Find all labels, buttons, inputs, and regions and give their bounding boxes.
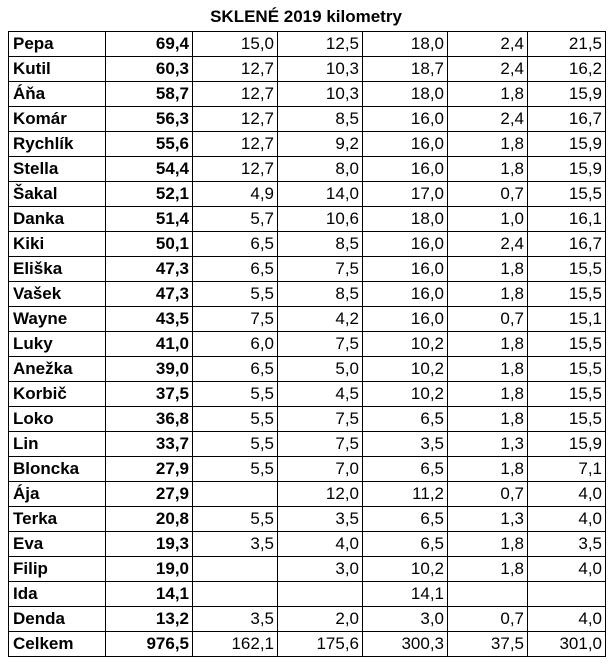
value-cell[interactable]: 10,2 — [363, 382, 448, 407]
value-cell[interactable]: 12,7 — [193, 57, 278, 82]
total-cell[interactable]: 19,3 — [106, 532, 193, 557]
value-cell[interactable]: 16,7 — [528, 232, 606, 257]
table-row — [9, 507, 606, 532]
table-body — [9, 32, 606, 657]
value-cell[interactable]: 1,8 — [448, 407, 528, 432]
value-cell[interactable]: 7,5 — [193, 307, 278, 332]
value-cell[interactable]: 21,5 — [528, 32, 606, 57]
name-cell[interactable]: Ája — [9, 482, 106, 507]
value-cell[interactable]: 5,5 — [193, 282, 278, 307]
value-cell[interactable]: 18,0 — [363, 207, 448, 232]
value-cell[interactable]: 6,5 — [363, 532, 448, 557]
value-cell[interactable]: 2,4 — [448, 107, 528, 132]
name-cell[interactable]: Wayne — [9, 307, 106, 332]
value-cell[interactable]: 10,2 — [363, 557, 448, 582]
value-cell[interactable]: 7,5 — [278, 432, 363, 457]
value-cell[interactable]: 4,2 — [278, 307, 363, 332]
table-row — [9, 357, 606, 382]
total-cell[interactable]: 55,6 — [106, 132, 193, 157]
value-cell[interactable]: 15,9 — [528, 432, 606, 457]
value-cell[interactable]: 12,7 — [193, 107, 278, 132]
name-cell[interactable]: Celkem — [9, 632, 106, 657]
value-cell[interactable]: 1,8 — [448, 557, 528, 582]
total-cell[interactable]: 13,2 — [106, 607, 193, 632]
value-cell[interactable]: 15,1 — [528, 307, 606, 332]
value-cell[interactable]: 12,7 — [193, 82, 278, 107]
value-cell[interactable]: 4,0 — [528, 482, 606, 507]
value-cell[interactable]: 10,3 — [278, 82, 363, 107]
table-row — [9, 407, 606, 432]
table-row — [9, 232, 606, 257]
total-cell[interactable]: 19,0 — [106, 557, 193, 582]
value-cell[interactable]: 5,0 — [278, 357, 363, 382]
value-cell[interactable]: 10,3 — [278, 57, 363, 82]
table-row — [9, 207, 606, 232]
total-cell[interactable]: 36,8 — [106, 407, 193, 432]
table-row — [9, 582, 606, 607]
value-cell[interactable]: 0,7 — [448, 482, 528, 507]
total-cell[interactable]: 60,3 — [106, 57, 193, 82]
name-cell[interactable]: Kiki — [9, 232, 106, 257]
value-cell[interactable]: 14,1 — [363, 582, 448, 607]
value-cell[interactable]: 6,5 — [193, 257, 278, 282]
total-cell[interactable]: 58,7 — [106, 82, 193, 107]
table-row — [9, 457, 606, 482]
total-cell[interactable]: 50,1 — [106, 232, 193, 257]
total-cell[interactable]: 56,3 — [106, 107, 193, 132]
value-cell[interactable]: 3,5 — [193, 607, 278, 632]
value-cell[interactable]: 162,1 — [193, 632, 278, 657]
value-cell[interactable]: 1,8 — [448, 357, 528, 382]
value-cell[interactable]: 1,8 — [448, 82, 528, 107]
value-cell[interactable]: 1,8 — [448, 132, 528, 157]
table-row — [9, 57, 606, 82]
name-cell[interactable]: Vašek — [9, 282, 106, 307]
value-cell[interactable]: 1,8 — [448, 257, 528, 282]
table-row — [9, 282, 606, 307]
value-cell[interactable]: 15,9 — [528, 132, 606, 157]
value-cell[interactable]: 15,5 — [528, 332, 606, 357]
value-cell[interactable]: 18,7 — [363, 57, 448, 82]
total-cell[interactable]: 27,9 — [106, 457, 193, 482]
value-cell[interactable]: 14,0 — [278, 182, 363, 207]
table-row — [9, 107, 606, 132]
value-cell[interactable]: 15,5 — [528, 182, 606, 207]
total-cell[interactable]: 27,9 — [106, 482, 193, 507]
value-cell[interactable]: 17,0 — [363, 182, 448, 207]
value-cell[interactable]: 2,4 — [448, 32, 528, 57]
value-cell[interactable] — [193, 557, 278, 582]
value-cell[interactable]: 1,8 — [448, 457, 528, 482]
value-cell[interactable]: 15,9 — [528, 157, 606, 182]
value-cell[interactable]: 4,0 — [528, 557, 606, 582]
name-cell[interactable]: Anežka — [9, 357, 106, 382]
name-cell[interactable]: Rychlík — [9, 132, 106, 157]
value-cell[interactable] — [528, 582, 606, 607]
total-cell[interactable]: 47,3 — [106, 257, 193, 282]
value-cell[interactable]: 1,8 — [448, 332, 528, 357]
value-cell[interactable]: 5,5 — [193, 507, 278, 532]
name-cell[interactable]: Lin — [9, 432, 106, 457]
value-cell[interactable]: 9,2 — [278, 132, 363, 157]
name-cell[interactable]: Loko — [9, 407, 106, 432]
table-row — [9, 182, 606, 207]
table-row — [9, 382, 606, 407]
value-cell[interactable]: 16,0 — [363, 157, 448, 182]
total-cell[interactable]: 14,1 — [106, 582, 193, 607]
value-cell[interactable]: 175,6 — [278, 632, 363, 657]
name-cell[interactable]: Šakal — [9, 182, 106, 207]
value-cell[interactable]: 16,2 — [528, 57, 606, 82]
value-cell[interactable]: 6,0 — [193, 332, 278, 357]
value-cell[interactable]: 1,8 — [448, 157, 528, 182]
table-row — [9, 532, 606, 557]
name-cell[interactable]: Luky — [9, 332, 106, 357]
value-cell[interactable]: 12,7 — [193, 132, 278, 157]
value-cell[interactable]: 7,5 — [278, 407, 363, 432]
name-cell[interactable]: Denda — [9, 607, 106, 632]
table-row — [9, 607, 606, 632]
value-cell[interactable]: 5,5 — [193, 432, 278, 457]
value-cell[interactable]: 5,7 — [193, 207, 278, 232]
name-cell[interactable]: Komár — [9, 107, 106, 132]
value-cell[interactable] — [193, 482, 278, 507]
value-cell[interactable]: 15,5 — [528, 282, 606, 307]
value-cell[interactable]: 12,7 — [193, 157, 278, 182]
name-cell[interactable]: Kutil — [9, 57, 106, 82]
table-row — [9, 557, 606, 582]
total-cell[interactable]: 37,5 — [106, 382, 193, 407]
value-cell[interactable]: 12,0 — [278, 482, 363, 507]
value-cell[interactable]: 8,5 — [278, 107, 363, 132]
value-cell[interactable]: 4,5 — [278, 382, 363, 407]
value-cell[interactable]: 16,0 — [363, 282, 448, 307]
total-cell[interactable]: 976,5 — [106, 632, 193, 657]
value-cell[interactable]: 5,5 — [193, 457, 278, 482]
value-cell[interactable]: 18,0 — [363, 82, 448, 107]
value-cell[interactable]: 4,0 — [278, 532, 363, 557]
name-cell[interactable]: Pepa — [9, 32, 106, 57]
value-cell[interactable]: 301,0 — [528, 632, 606, 657]
value-cell[interactable]: 15,9 — [528, 82, 606, 107]
value-cell[interactable]: 16,0 — [363, 107, 448, 132]
value-cell[interactable]: 16,0 — [363, 307, 448, 332]
name-cell[interactable]: Eliška — [9, 257, 106, 282]
total-cell[interactable]: 51,4 — [106, 207, 193, 232]
value-cell[interactable]: 7,5 — [278, 332, 363, 357]
value-cell[interactable]: 1,8 — [448, 532, 528, 557]
table-row — [9, 82, 606, 107]
value-cell[interactable]: 6,5 — [193, 232, 278, 257]
value-cell[interactable]: 0,7 — [448, 182, 528, 207]
total-cell[interactable]: 33,7 — [106, 432, 193, 457]
total-cell[interactable]: 39,0 — [106, 357, 193, 382]
value-cell[interactable]: 16,0 — [363, 257, 448, 282]
value-cell[interactable]: 1,3 — [448, 432, 528, 457]
value-cell[interactable]: 3,5 — [193, 532, 278, 557]
table-row — [9, 332, 606, 357]
value-cell[interactable]: 6,5 — [363, 457, 448, 482]
name-cell[interactable]: Ida — [9, 582, 106, 607]
value-cell[interactable]: 3,5 — [278, 507, 363, 532]
total-cell[interactable]: 43,5 — [106, 307, 193, 332]
table-row — [9, 482, 606, 507]
value-cell[interactable]: 1,8 — [448, 282, 528, 307]
value-cell[interactable]: 7,1 — [528, 457, 606, 482]
value-cell[interactable]: 15,0 — [193, 32, 278, 57]
summary-row — [9, 632, 606, 657]
value-cell[interactable]: 2,4 — [448, 232, 528, 257]
name-cell[interactable]: Stella — [9, 157, 106, 182]
table-row — [9, 257, 606, 282]
table-row — [9, 432, 606, 457]
value-cell[interactable]: 15,5 — [528, 357, 606, 382]
value-cell[interactable]: 1,8 — [448, 382, 528, 407]
total-cell[interactable]: 52,1 — [106, 182, 193, 207]
value-cell[interactable]: 3,0 — [363, 607, 448, 632]
table-row — [9, 307, 606, 332]
name-cell[interactable]: Eva — [9, 532, 106, 557]
value-cell[interactable]: 6,5 — [363, 507, 448, 532]
value-cell[interactable]: 3,0 — [278, 557, 363, 582]
name-cell[interactable]: Filip — [9, 557, 106, 582]
total-cell[interactable]: 41,0 — [106, 332, 193, 357]
value-cell[interactable]: 6,5 — [193, 357, 278, 382]
value-cell[interactable]: 15,5 — [528, 407, 606, 432]
value-cell[interactable]: 1,3 — [448, 507, 528, 532]
value-cell[interactable]: 4,9 — [193, 182, 278, 207]
value-cell[interactable]: 37,5 — [448, 632, 528, 657]
name-cell[interactable]: Áňa — [9, 82, 106, 107]
value-cell[interactable]: 2,4 — [448, 57, 528, 82]
value-cell[interactable]: 15,5 — [528, 382, 606, 407]
total-cell[interactable]: 20,8 — [106, 507, 193, 532]
value-cell[interactable]: 18,0 — [363, 32, 448, 57]
value-cell[interactable] — [278, 582, 363, 607]
name-cell[interactable]: Terka — [9, 507, 106, 532]
value-cell[interactable]: 10,2 — [363, 357, 448, 382]
value-cell[interactable]: 8,5 — [278, 282, 363, 307]
value-cell[interactable]: 16,0 — [363, 132, 448, 157]
value-cell[interactable]: 7,5 — [278, 257, 363, 282]
value-cell[interactable]: 3,5 — [528, 532, 606, 557]
value-cell[interactable]: 6,5 — [363, 407, 448, 432]
total-cell[interactable]: 69,4 — [106, 32, 193, 57]
value-cell[interactable]: 12,5 — [278, 32, 363, 57]
value-cell[interactable]: 7,0 — [278, 457, 363, 482]
total-cell[interactable]: 54,4 — [106, 157, 193, 182]
value-cell[interactable]: 4,0 — [528, 607, 606, 632]
value-cell[interactable]: 10,2 — [363, 332, 448, 357]
value-cell[interactable] — [193, 582, 278, 607]
value-cell[interactable]: 10,6 — [278, 207, 363, 232]
name-cell[interactable]: Bloncka — [9, 457, 106, 482]
value-cell[interactable]: 0,7 — [448, 307, 528, 332]
value-cell[interactable]: 0,7 — [448, 607, 528, 632]
total-cell[interactable]: 47,3 — [106, 282, 193, 307]
value-cell[interactable]: 16,0 — [363, 232, 448, 257]
name-cell[interactable]: Korbič — [9, 382, 106, 407]
table-row — [9, 157, 606, 182]
value-cell[interactable]: 8,0 — [278, 157, 363, 182]
km-table — [8, 31, 606, 657]
value-cell[interactable] — [448, 582, 528, 607]
value-cell[interactable]: 5,5 — [193, 382, 278, 407]
table-row — [9, 132, 606, 157]
value-cell[interactable]: 3,5 — [363, 432, 448, 457]
value-cell[interactable]: 15,5 — [528, 257, 606, 282]
name-cell[interactable]: Danka — [9, 207, 106, 232]
value-cell[interactable]: 300,3 — [363, 632, 448, 657]
value-cell[interactable]: 11,2 — [363, 482, 448, 507]
value-cell[interactable]: 4,0 — [528, 507, 606, 532]
value-cell[interactable]: 16,7 — [528, 107, 606, 132]
value-cell[interactable]: 8,5 — [278, 232, 363, 257]
value-cell[interactable]: 5,5 — [193, 407, 278, 432]
value-cell[interactable]: 1,0 — [448, 207, 528, 232]
sheet-title: SKLENÉ 2019 kilometry — [210, 7, 402, 26]
value-cell[interactable]: 2,0 — [278, 607, 363, 632]
value-cell[interactable]: 16,1 — [528, 207, 606, 232]
table-row — [9, 32, 606, 57]
